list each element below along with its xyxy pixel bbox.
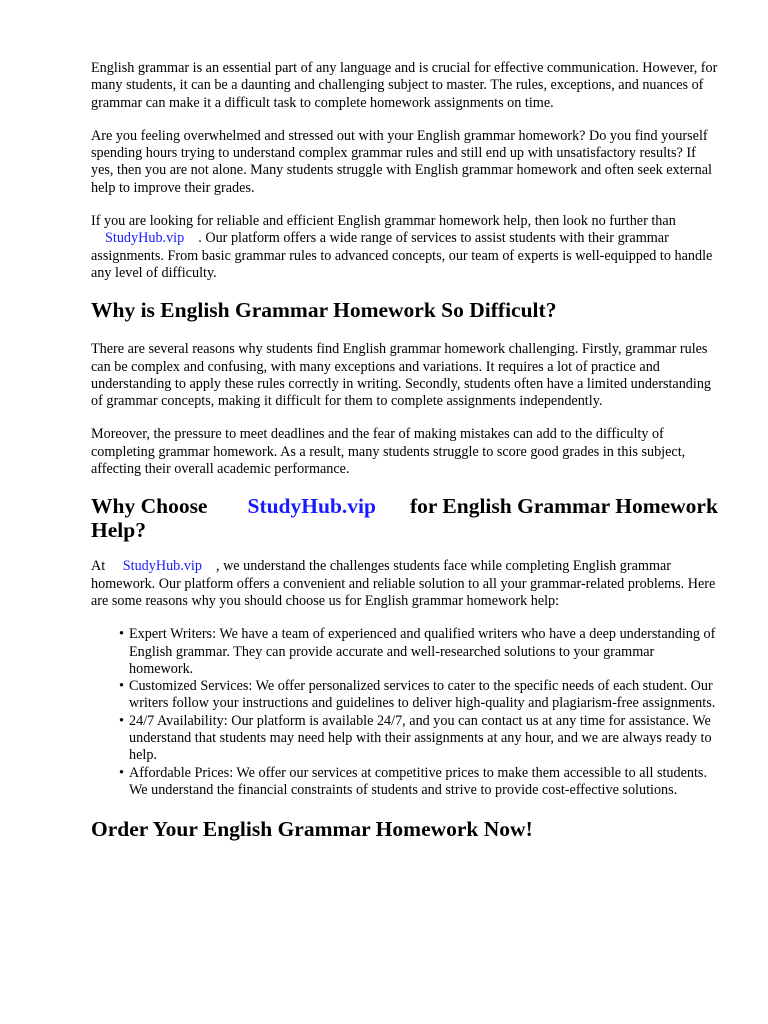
reasons-paragraph: There are several reasons why students find English grammar homework challenging. Firstly, grammar rules can be complex and confusing, with many exceptions and variations. It requires a lot of practice and understanding to apply these rules correctly in writing. Secondly, students often have a limited understanding of grammar concepts, making it difficult for them to complete assignments independently. — [91, 341, 712, 410]
looking-text-after: . Our platform offers a wide range of services to assist students with their grammar assignments. From basic grammar rules to advanced concepts, our team of experts is well-equipped to handle any level of difficulty. — [91, 230, 713, 281]
intro-paragraph: English grammar is an essential part of any language and is crucial for effective communication. However, for many students, it can be a daunting and challenging subject to master. The rules, exceptions, and nuances of grammar can make it a difficult task to complete homework assignments on time. — [91, 60, 718, 111]
list-item-text: Expert Writers: We have a team of experienced and qualified writers who have a deep understanding of English grammar. They can provide accurate and well-researched solutions to your grammar homework. — [129, 626, 716, 677]
list-item — [119, 712, 721, 765]
list-item — [119, 626, 721, 678]
why-choose-heading — [91, 494, 721, 542]
why-choose-text-before: Why Choose — [91, 494, 208, 519]
at-text-after: , we understand the challenges students face while completing English grammar homework. Our platform offers a convenient and reliable solution to all your grammar-related problems. Here are some reasons why you should choose us for English grammar homework help: — [91, 558, 716, 609]
list-item-text: Affordable Prices: We offer our services at competitive prices to make them accessible to all students. We understand the financial constraints of students and strive to provide cost-effective solutions. — [129, 764, 707, 798]
bullet-icon: • — [119, 626, 124, 643]
reasons-list — [91, 626, 721, 799]
why-difficult-heading: Why is English Grammar Homework So Difficult? — [91, 298, 557, 323]
studyhub-link[interactable]: StudyHub.vip — [105, 230, 185, 247]
list-item-text: Customized Services: We offer personalized services to cater to the specific needs of each student. Our writers follow your instructions and guidelines to deliver high-quality and plagiarism-free assignments. — [129, 678, 716, 712]
at-text-before: At — [91, 558, 106, 575]
at-studyhub-paragraph — [91, 558, 721, 610]
why-choose-text-after: for English Grammar Homework Help? — [91, 494, 718, 543]
order-now-heading: Order Your English Grammar Homework Now! — [91, 817, 533, 842]
list-item — [119, 678, 721, 713]
bullet-icon: • — [119, 712, 124, 729]
overwhelmed-paragraph: Are you feeling overwhelmed and stressed out with your English grammar homework? Do you find yourself spending hours trying to understand complex grammar rules and still end up with unsatisfactory results? If yes, then you are not alone. Many students struggle with English grammar homework and often seek external help to improve their grades. — [91, 127, 712, 196]
looking-paragraph — [91, 213, 721, 282]
document-page — [91, 60, 721, 860]
bullet-icon: • — [119, 678, 124, 695]
list-item — [119, 764, 721, 800]
looking-text-before: If you are looking for reliable and efficient English grammar homework help, then look no further than — [91, 213, 676, 230]
studyhub-heading-link[interactable]: StudyHub.vip — [247, 494, 376, 519]
list-item-text: 24/7 Availability: Our platform is available 24/7, and you can contact us at any time for assistance. We understand that students may need help with their assignments at any hour, and we are always ready to help. — [129, 712, 712, 764]
studyhub-inline-link[interactable]: StudyHub.vip — [122, 558, 202, 575]
bullet-icon: • — [119, 764, 124, 781]
moreover-paragraph: Moreover, the pressure to meet deadlines and the fear of making mistakes can add to the difficulty of completing grammar homework. As a result, many students struggle to score good grades in this subject, affecting their overall academic performance. — [91, 426, 686, 478]
